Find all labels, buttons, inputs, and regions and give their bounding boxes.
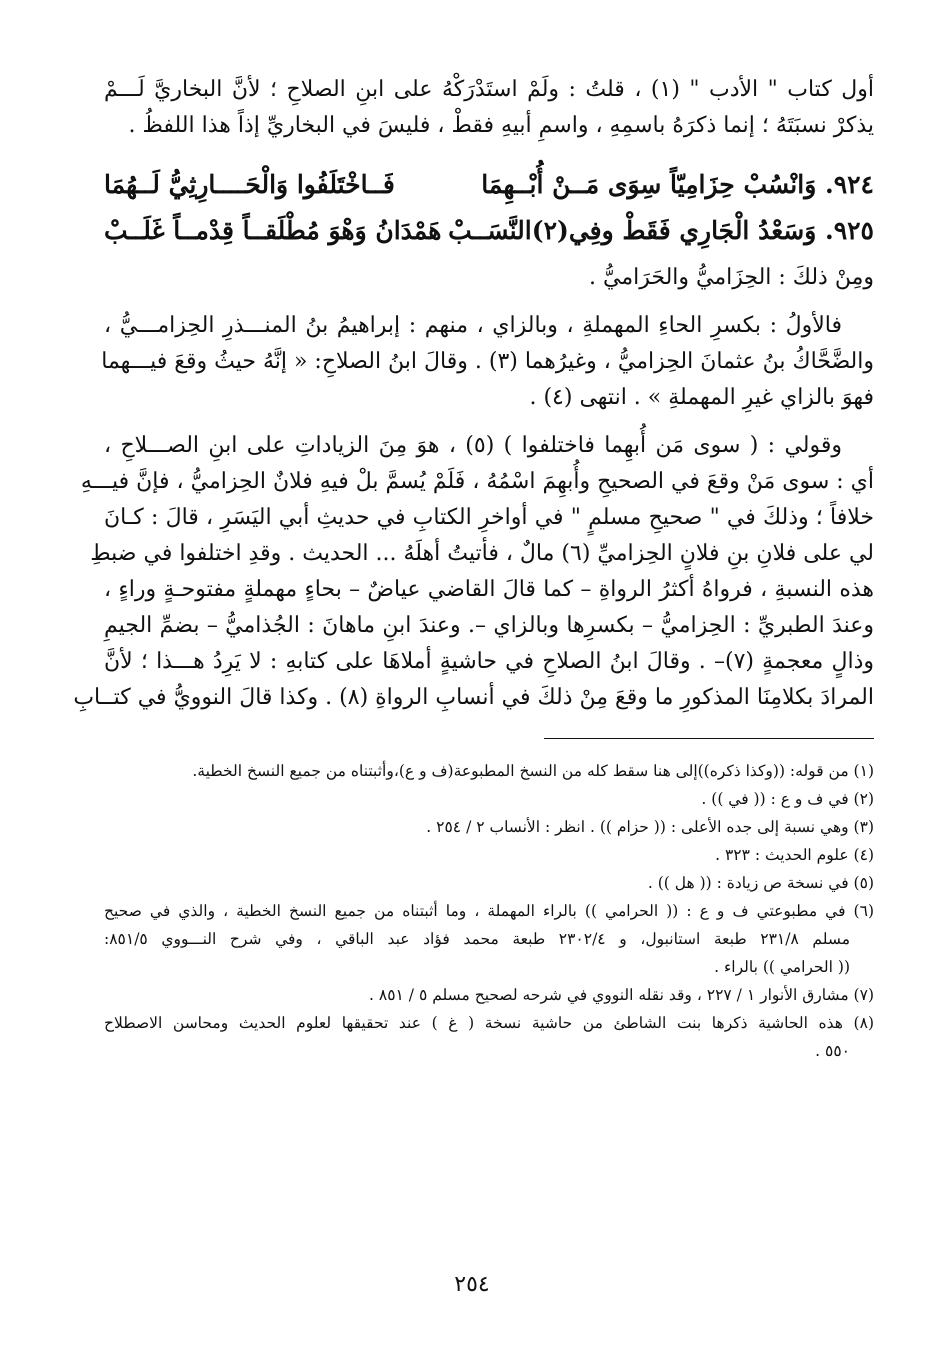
footnote: (٤) علوم الحديث : ٣٢٣ . xyxy=(715,846,874,864)
text-line: والضَّحَّاكُ بنُ عثمانَ الحِزاميُّ ، وغيرُهما (٣) . وقالَ ابنُ الصلاحِ: « إنَّهُ حيثُ وقعَ فيـــهما xyxy=(101,349,874,374)
top-paragraph xyxy=(104,72,874,144)
page-number: ٢٥٤ xyxy=(454,1272,490,1297)
footnote-continuation: ٥٥٠ . xyxy=(815,1042,850,1060)
text-line: هذه النسبةِ ، فرواهُ أكثرُ الرواةِ – كما قالَ القاضي عياضٌ – بحاءٍ مهملةٍ مفتوحـةٍ وراءٍ ، xyxy=(104,577,874,602)
verse-block xyxy=(104,162,874,254)
main-text xyxy=(73,260,874,716)
footnote: (٨) هذه الحاشية ذكرها بنت الشاطئ من حاشية نسخة ( غ ) عند تحقيقها لعلوم الحديث ومحاسن الاصطلاح xyxy=(104,1014,875,1032)
footnotes xyxy=(104,757,874,1065)
text-line: فالأولُ : بكسرِ الحاءِ المهملةِ ، وبالزاي ، منهم : إبراهيمُ بنُ المنـــذرِ الحِزامـــيُّ ، xyxy=(104,313,842,338)
footnote-continuation: مسلم ٢٣١/٨ طبعة استانبول، و ٢٣٠٢/٤ طبعة محمد فؤاد عبد الباقي ، وفي شرح النـــووي ٨٥١/٥: xyxy=(104,930,850,948)
text-line: المرادَ بكلامِنَا المذكورِ ما وقعَ مِنْ ذلكَ في أنسابِ الرواةِ (٨) . وكذا قالَ النوويُّ في كتــابِ xyxy=(73,685,874,710)
footnote: (١) من قوله: ((وكذا ذكره))إلى هنا سقط كله من النسخ المطبوعة(ف و ع)،وأثبتناه من جميع النسخ الخطية. xyxy=(192,762,874,780)
text-line: لي على فلانِ بنِ فلانٍ الحِزاميِّ (٦) مالٌ ، فأتيتُ أهلَهُ ... الحديث . وقدِ اختلفوا في ضبطِ xyxy=(90,541,874,566)
text-line: خلافاً ؛ وذلكَ في " صحيحِ مسلمٍ " في أواخرِ الكتابِ في حديثِ أبي اليَسَرِ ، قالَ : كـانَ xyxy=(104,505,874,530)
verse-first-hemistich: ٩٢٥. وَسَعْدُ الْجَارِي فَقَطْ وفِي(٢)النَّسَــبْ xyxy=(448,216,874,245)
page-body xyxy=(73,72,875,1065)
text-line: يذكرْ نسبَتَهُ ؛ إنما ذكرَهُ باسمِهِ ، واسمِ أبيهِ فقطْ ، فليسَ في البخاريِّ إذاً هذا اللفظُ . xyxy=(128,113,874,138)
verse-second-hemistich: فَــاخْتَلَفُوا وَالْحَــــارِثِيُّ لَــهُمَا xyxy=(104,170,395,199)
text-line: فهوَ بالزاي غيرِ المهملةِ » . انتهى (٤) . xyxy=(529,385,874,410)
text-line: وذالٍ معجمةٍ (٧)– . وقالَ ابنُ الصلاحِ في حاشيةٍ أملاهَا على كتابهِ : لا يَرِدُ هـــذا ؛ لأنَّ xyxy=(104,649,874,674)
text-line: أول كتاب " الأدب " (١) ، قلتُ : ولَمْ استَدْرَكْهُ على ابنِ الصلاحِ ؛ لأنَّ البخاريَّ لَـــمْ xyxy=(104,77,875,102)
footnote: (٧) مشارق الأنوار ١ / ٢٢٧ ، وقد نقله النووي في شرحه لصحيح مسلم ٥ / ٨٥١ . xyxy=(369,986,874,1004)
verse-first-hemistich: ٩٢٤. وَانْسُبْ حِزَامِيّاً سِوَى مَــنْ أُبْــهِمَا xyxy=(481,170,874,199)
verse-line xyxy=(104,162,874,208)
text-line: أي : سوى مَنْ وقعَ في الصحيحِ وأُبهِمَ اسْمُهُ ، فَلَمْ يُسمَّ بلْ فيهِ فلانٌ الحِزاميُّ ، فإنَّ فيـــهِ xyxy=(80,469,874,494)
footnote-separator xyxy=(544,738,874,739)
footnote-continuation: (( الحرامي )) بالراء . xyxy=(714,958,850,976)
verse-line xyxy=(104,208,874,254)
footnote: (٣) وهي نسبة إلى جده الأعلى : (( حزام )) . انظر : الأنساب ٢ / ٢٥٤ . xyxy=(426,818,874,836)
text-line: ومِنْ ذلكَ : الحِزَاميُّ والحَرَاميُّ . xyxy=(589,265,874,290)
text-line: وقولي : ( سوى مَن أُبهِما فاختلفوا ) (٥) ، هوَ مِنَ الزياداتِ على ابنِ الصـــلاحِ ، xyxy=(104,433,842,458)
text-line: وعندَ الطبريِّ : الحِزاميُّ – بكسرِها وبالزاي –. وعندَ ابنِ ماهانَ : الجُذاميُّ – بضمِّ الجيمِ xyxy=(104,613,874,638)
footnote: (٢) في ف و ع : (( في )) . xyxy=(701,790,874,808)
verse-second-hemistich: هَمْدَانُ وَهْوَ مُطْلَقــاً قِدْمــاً غَلَــبْ xyxy=(104,216,442,245)
footnote: (٥) في نسخة ص زيادة : (( هل )) . xyxy=(647,874,874,892)
footnote: (٦) في مطبوعتي ف و ع : (( الحرامي )) بالراء المهملة ، وما أثبتناه من جميع النسخ الخطية ، والذي في صحيح xyxy=(104,902,874,920)
